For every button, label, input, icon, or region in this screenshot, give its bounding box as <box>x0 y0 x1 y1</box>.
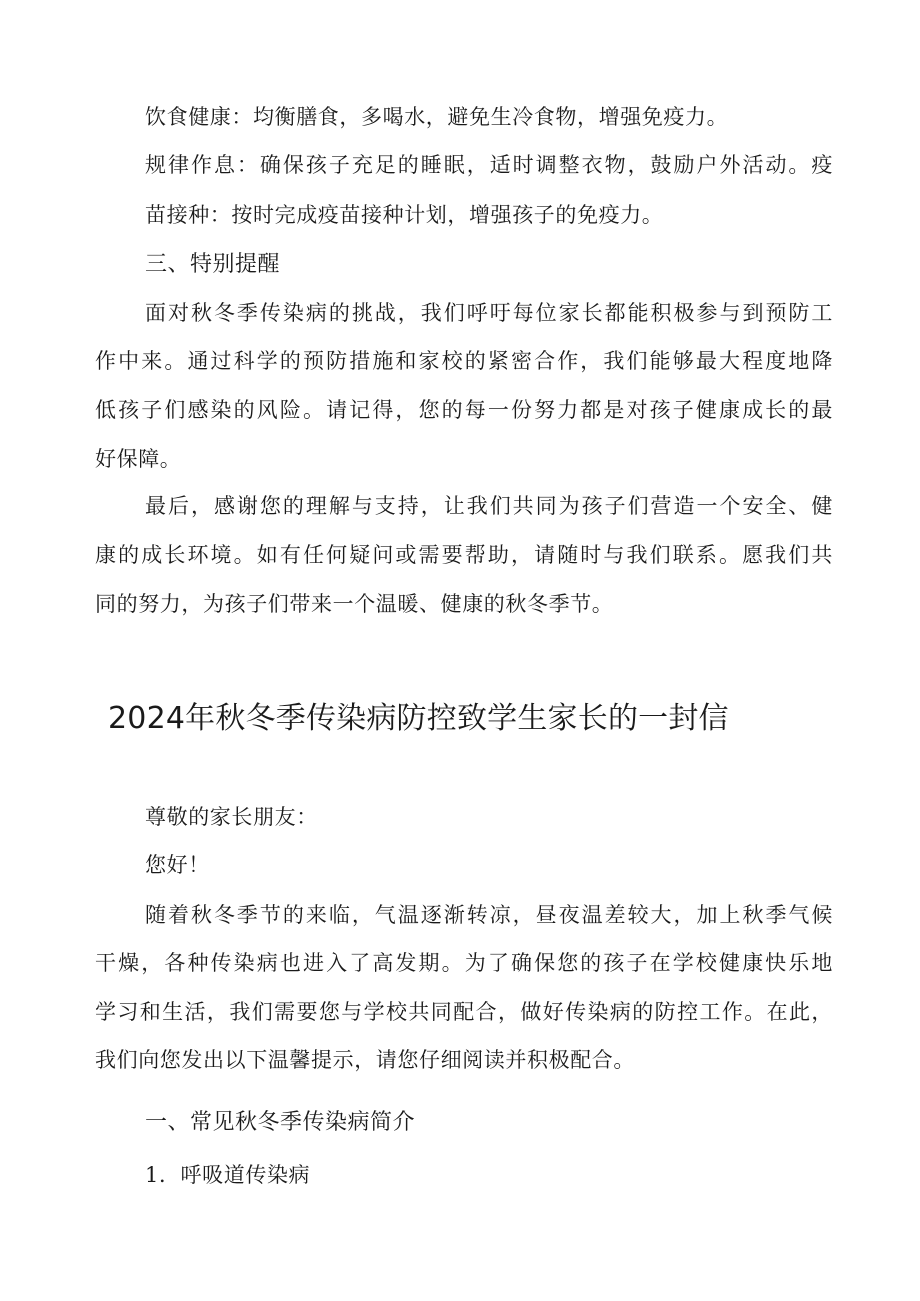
intro-line-3: 学习和生活，我们需要您与学校共同配合，做好传染病的防控工作。在此， <box>95 1000 833 1024</box>
routine-tip-line-2: 苗接种：按时完成疫苗接种计划，增强孩子的免疫力。 <box>145 203 664 227</box>
letter-title: 2024年秋冬季传染病防控致学生家长的一封信 <box>108 701 729 736</box>
closing-line-1: 最后，感谢您的理解与支持，让我们共同为孩子们营造一个安全、健 <box>145 494 833 518</box>
reminder-line-3: 低孩子们感染的风险。请记得，您的每一份努力都是对孩子健康成长的最 <box>95 398 833 422</box>
reminder-line-2: 作中来。通过科学的预防措施和家校的紧密合作，我们能够最大程度地降 <box>95 349 833 373</box>
greeting: 您好！ <box>145 853 210 877</box>
reminder-line-4: 好保障。 <box>95 447 182 471</box>
section-3-heading: 三、特别提醒 <box>145 252 281 277</box>
reminder-line-1: 面对秋冬季传染病的挑战，我们呼吁每位家长都能积极参与到预防工 <box>145 301 833 325</box>
closing-line-2: 康的成长环境。如有任何疑问或需要帮助，请随时与我们联系。愿我们共 <box>95 543 833 567</box>
closing-line-3: 同的努力，为孩子们带来一个温暖、健康的秋冬季节。 <box>95 592 614 616</box>
intro-line-2: 干燥，各种传染病也进入了高发期。为了确保您的孩子在学校健康快乐地 <box>95 951 833 975</box>
section-1-heading: 一、常见秋冬季传染病简介 <box>145 1110 416 1135</box>
routine-tip-line-1: 规律作息：确保孩子充足的睡眠，适时调整衣物，鼓励户外活动。疫 <box>145 153 833 177</box>
intro-line-1: 随着秋冬季节的来临，气温逐渐转凉，昼夜温差较大，加上秋季气候 <box>145 903 833 927</box>
salutation: 尊敬的家长朋友： <box>145 805 318 829</box>
subsection-1-heading: 1．呼吸道传染病 <box>145 1163 311 1187</box>
intro-line-4: 我们向您发出以下温馨提示，请您仔细阅读并积极配合。 <box>95 1048 635 1072</box>
diet-tip: 饮食健康：均衡膳食，多喝水，避免生冷食物，增强免疫力。 <box>145 105 729 129</box>
